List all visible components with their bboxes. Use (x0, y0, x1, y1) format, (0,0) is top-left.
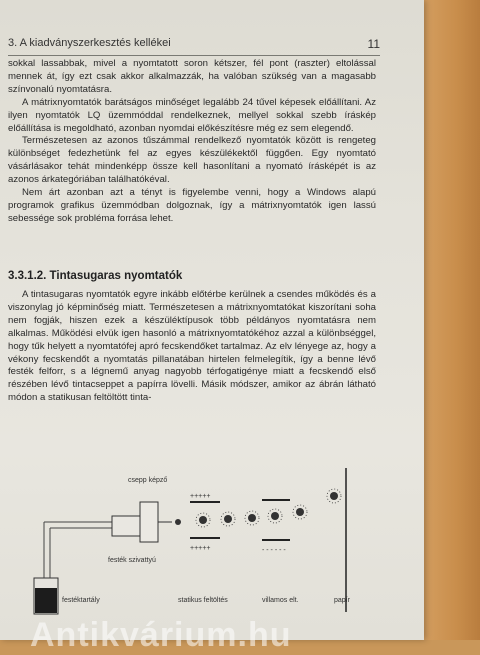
background-surface (420, 0, 480, 640)
paragraph: sokkal lassabbak, mivel a nyomtatott soron kétszer, fél pont (raszter) eltolással mennek át, így ezt csak akkor alkalmazzák, ha valóban szükség van a magasabb színvonalú nyomtatásra. (8, 58, 376, 95)
label-tank: festéktartály (62, 597, 100, 604)
paragraph: Természetesen az azonos tűszámmal rendelkező nyomtatók között is rengeteg különbséget fedezhetünk fel az egyes készülékektől függően. Egy nyomtató vásárlásakor tehát mindenképp össze kell hasonlítani a nyomató írásképét is az azonos árkategóriában találhatókéval. (8, 135, 376, 186)
minus-row: - - - - - - (262, 547, 286, 554)
droplet (224, 515, 232, 523)
paragraph: A mátrixnyomtatók barátságos minőséget legalább 24 tűvel képesek előállítani. Az ilyen nyomtatók LQ üzemmóddal rendelkeznek, mellyel sokkal szebb íráskép előállítása is megoldható, azonban nyomdai előkészítésre még ez sem elegendő. (8, 96, 376, 134)
label-static-charge: statikus feltöltés (178, 597, 228, 604)
droplet-halos (196, 489, 341, 527)
label-deflection: villamos elt. (262, 597, 299, 604)
paragraph: Nem árt azonban azt a tényt is figyelembe venni, hogy a Windows alapú programok grafikus üzemmódban dolgoznak, így a mátrixnyomtatók igen lassú sebessége sok probléma forrása lehet. (8, 187, 376, 224)
droplet (199, 516, 207, 524)
droplet (175, 519, 181, 525)
running-header (8, 35, 380, 56)
body-text (8, 58, 376, 226)
label-paper: papír (334, 597, 350, 604)
plus-row: +++++ (190, 545, 211, 552)
droplet (271, 512, 279, 520)
droplet (296, 508, 304, 516)
droplet-former (140, 502, 158, 542)
chapter-title: 3. A kiadványszerkesztés kellékei (8, 37, 171, 49)
page-number: 11 (367, 37, 380, 51)
section-body (8, 289, 376, 405)
paragraph: A tintasugaras nyomtatók egyre inkább előtérbe kerülnek a csendes működés és a viszonylag jó képminőség miatt. Természetesen a mátrixnyomtatókat kiszorítani soha nem fogják, hiszen ezek a készüléktípusok több példányos nyomtatásra nem alkalmas. Működési elvük igen hasonló a mátrixnyomtatókéhoz azzal a különbséggel, hogy tűk helyett a nyomtatófej apró fecskendőket tartalmaz. Az elv lényege az, hogy a vékony fecskendőt a nyomtatás pillanatában hirtelen felmelegítik, így a benne lévő festék felforr, s a légnemű anyag nagyobb térfogatigénye miatt a fecskendő első részében lévő tintacseppet a papírra lövelli. Másik módszer, amikor az ábrán látható módon a statikusan feltöltött tinta- (8, 289, 376, 404)
ink-fill (35, 588, 57, 613)
droplet (248, 514, 256, 522)
pump (112, 516, 140, 536)
label-droplet-former: csepp képző (128, 477, 168, 484)
section-heading: 3.3.1.2. Tintasugaras nyomtatók (8, 270, 183, 282)
watermark: Antikvárium.hu (30, 616, 292, 654)
droplet (330, 492, 338, 500)
plus-row: +++++ (190, 493, 211, 500)
inkjet-diagram (0, 460, 424, 640)
label-pump: festék szivattyú (108, 557, 156, 564)
